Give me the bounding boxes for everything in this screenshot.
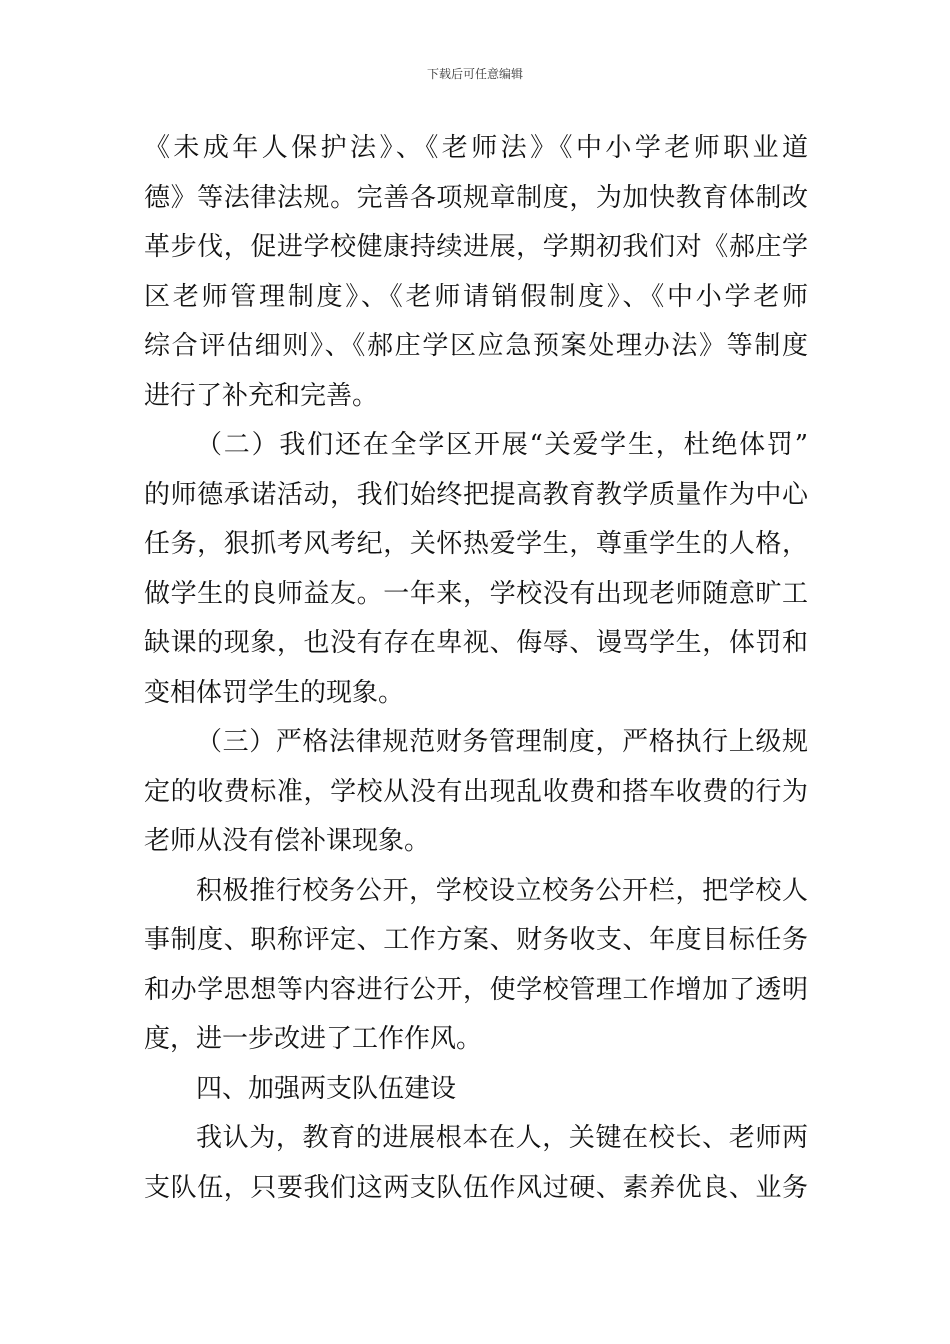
text-line: 做学生的良师益友。一年来，学校没有出现老师随意旷工: [144, 578, 808, 609]
text-line: 的师德承诺活动，我们始终把提高教育教学质量作为中心: [144, 479, 808, 510]
text-line: 老师从没有偿补课现象。: [144, 826, 431, 856]
text-line: 我认为，教育的进展根本在人，关键在校长、老师两: [196, 1123, 808, 1153]
text-line: 进行了补充和完善。: [144, 380, 379, 411]
text-line: 《未成年人保护法》、《老师法》《中小学老师职业道: [144, 133, 808, 163]
text-line: （三）严格法律规范财务管理制度，严格执行上级规: [196, 727, 808, 757]
text-line: 支队伍，只要我们这两支队伍作风过硬、素养优良、业务: [144, 1172, 808, 1203]
text-line: 变相体罚学生的现象。: [144, 677, 405, 708]
text-line: 德》等法律法规。完善各项规章制度，为加快教育体制改: [144, 182, 808, 213]
text-line: 任务，狠抓考风考纪，关怀热爱学生，尊重学生的人格，: [144, 529, 808, 559]
text-line: 综合评估细则》、《郝庄学区应急预案处理办法》等制度: [144, 331, 808, 361]
text-line: 定的收费标准，学校从没有出现乱收费和搭车收费的行为: [144, 776, 808, 807]
text-line: 事制度、职称评定、工作方案、财务收支、年度目标任务: [144, 925, 808, 955]
text-line: 缺课的现象，也没有存在卑视、侮辱、谩骂学生，体罚和: [144, 628, 808, 658]
document-body: [144, 124, 808, 1213]
section-heading: 四、加强两支队伍建设: [196, 1073, 457, 1104]
text-line: 区老师管理制度》、《老师请销假制度》、《中小学老师: [144, 281, 808, 312]
text-line: 度，进一步改进了工作作风。: [144, 1024, 483, 1054]
text-line: （二）我们还在全学区开展“关爱学生，杜绝体罚”: [196, 430, 808, 460]
text-line: 和办学思想等内容进行公开，使学校管理工作增加了透明: [144, 974, 808, 1005]
text-line: 革步伐，促进学校健康持续进展，学期初我们对《郝庄学: [144, 232, 808, 262]
text-line: 积极推行校务公开，学校设立校务公开栏，把学校人: [196, 875, 808, 906]
page-header: 下载后可任意编辑: [426, 67, 523, 81]
